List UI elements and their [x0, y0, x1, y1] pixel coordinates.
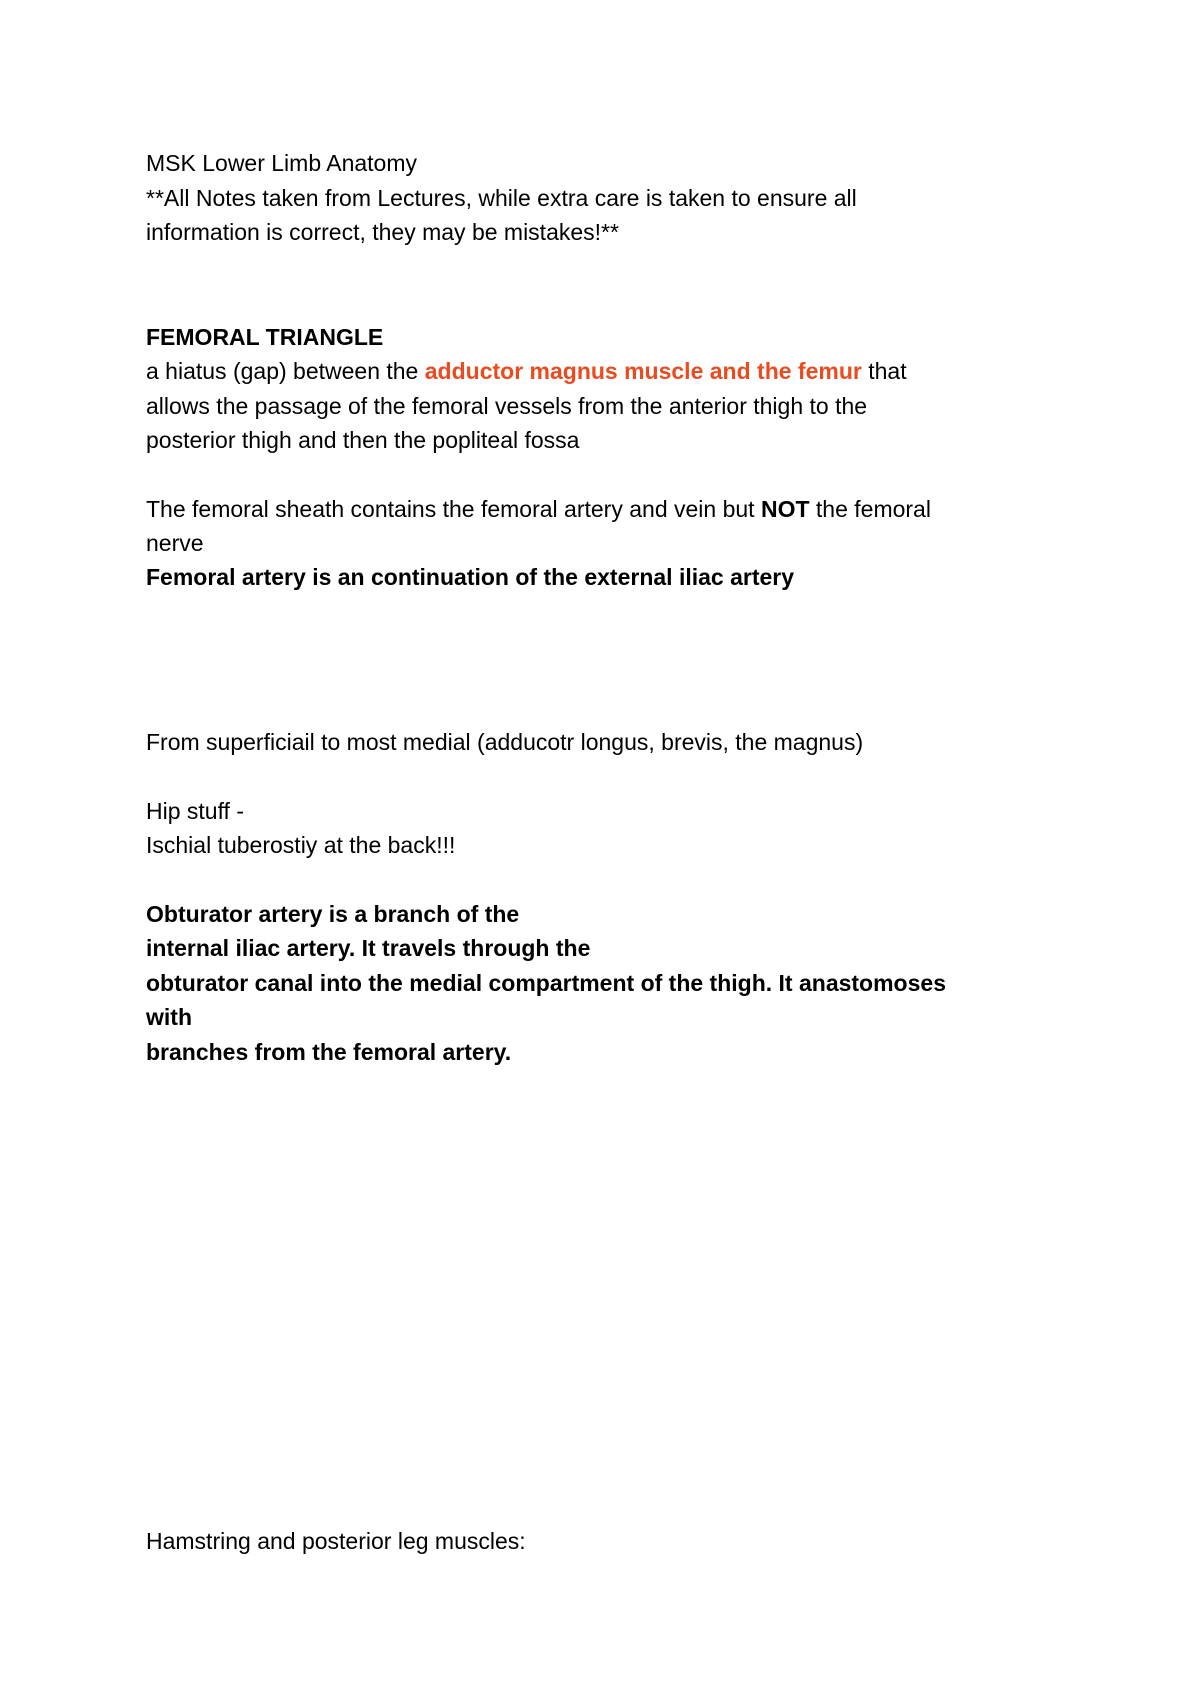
- definition-text-end: that: [861, 358, 907, 384]
- femoral-triangle-definition-line-2: allows the passage of the femoral vessels from the anterior thigh to the: [146, 393, 868, 419]
- femoral-triangle-definition-line-3: posterior thigh and then the popliteal fossa: [146, 427, 580, 453]
- obturator-line-5: branches from the femoral artery.: [146, 1039, 512, 1065]
- femoral-sheath-line-1: [146, 494, 931, 524]
- disclaimer-line-1: **All Notes taken from Lectures, while extra care is taken to ensure all: [146, 185, 857, 211]
- definition-text-start: a hiatus (gap) between the: [146, 358, 425, 384]
- obturator-line-3: obturator canal into the medial compartment of the thigh. It anastomoses: [146, 970, 946, 996]
- hip-note: Ischial tuberostiy at the back!!!: [146, 832, 456, 858]
- hamstring-heading: Hamstring and posterior leg muscles:: [146, 1528, 526, 1554]
- sheath-text-end: the femoral: [809, 496, 931, 522]
- obturator-line-2: internal iliac artery. It travels through the: [146, 935, 591, 961]
- femoral-triangle-definition-line-1: [146, 356, 907, 386]
- femoral-sheath-line-2: nerve: [146, 530, 204, 556]
- sheath-emphasis: NOT: [760, 496, 810, 522]
- disclaimer-line-2: information is correct, they may be mistakes!**: [146, 219, 619, 245]
- femoral-artery-note: Femoral artery is an continuation of the external iliac artery: [146, 564, 795, 590]
- obturator-line-4: with: [146, 1004, 192, 1030]
- highlighted-term: adductor magnus muscle and the femur: [424, 358, 862, 384]
- femoral-triangle-heading: FEMORAL TRIANGLE: [146, 324, 384, 350]
- obturator-line-1: Obturator artery is a branch of the: [146, 901, 520, 927]
- hip-heading: Hip stuff -: [146, 798, 244, 824]
- document-title: MSK Lower Limb Anatomy: [146, 150, 418, 176]
- adductor-order-line: From superficiail to most medial (adducotr longus, brevis, the magnus): [146, 729, 864, 755]
- sheath-text-start: The femoral sheath contains the femoral artery and vein but: [146, 496, 761, 522]
